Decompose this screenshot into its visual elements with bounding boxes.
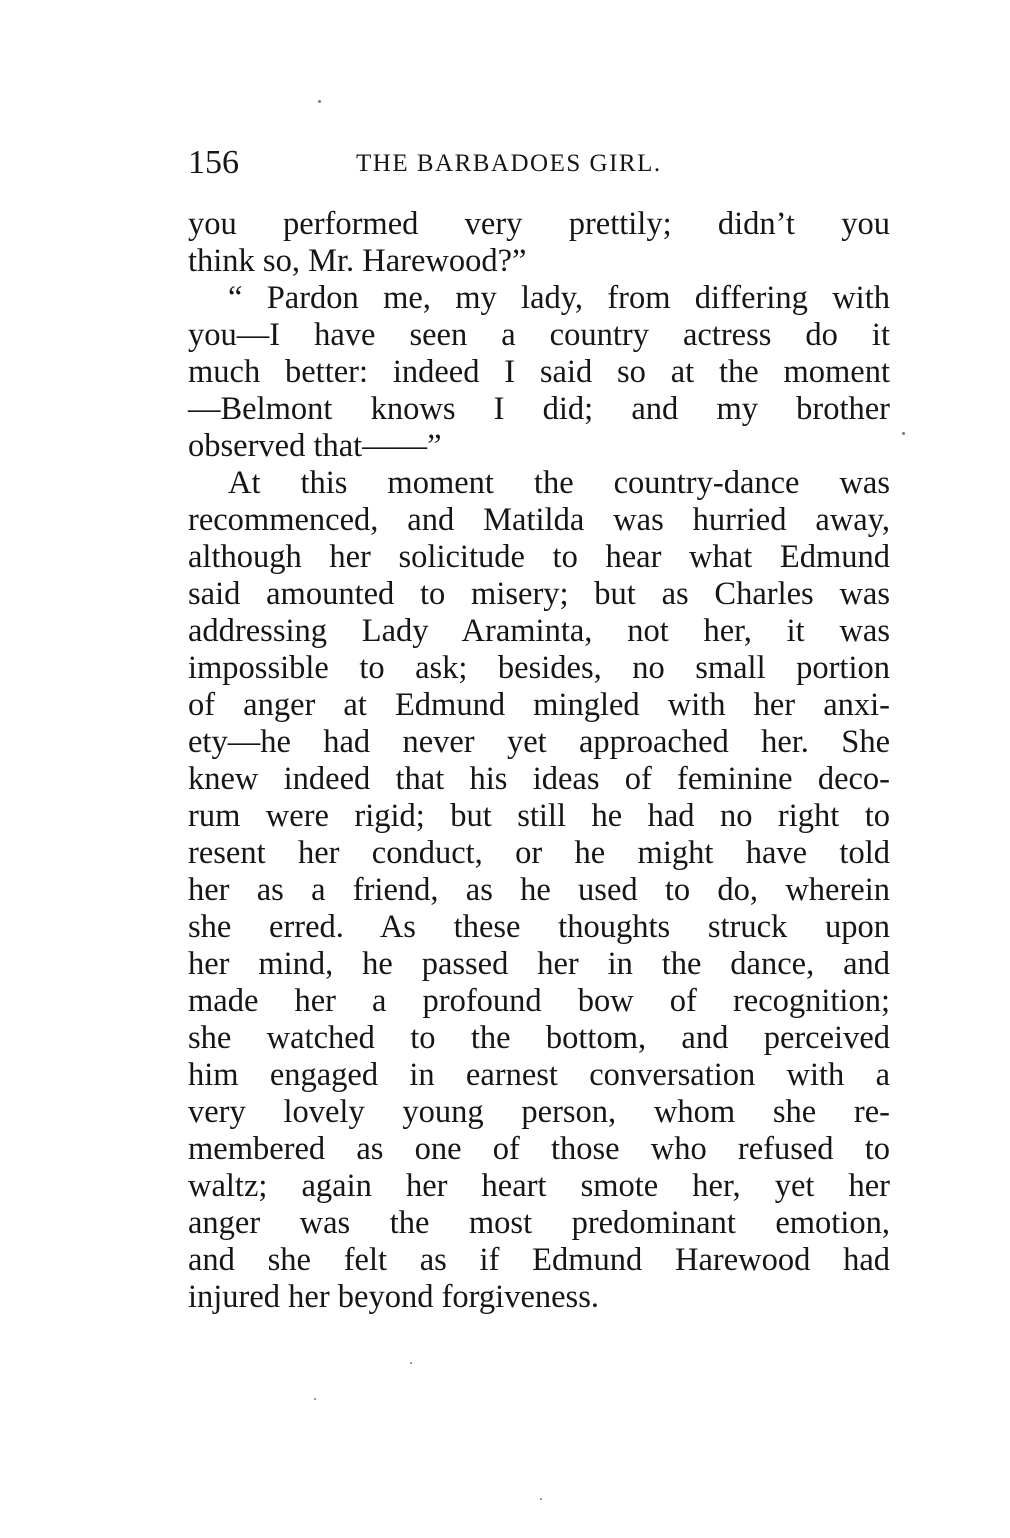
text-line: injured her beyond forgiveness. (188, 1279, 599, 1315)
running-title: THE BARBADOES GIRL. (356, 150, 662, 177)
text-line: ety—he had never yet approached her. She (188, 724, 890, 760)
text-line: observed that——” (188, 428, 442, 464)
text-line: “ Pardon me, my lady, from differing with (228, 280, 890, 316)
text-line: said amounted to misery; but as Charles was (188, 576, 890, 612)
text-line: you—I have seen a country actress do it (188, 317, 890, 353)
scan-speck (318, 100, 321, 103)
text-line: knew indeed that his ideas of feminine deco- (188, 761, 890, 797)
text-line: you performed very prettily; didn’t you (188, 206, 890, 242)
text-line: membered as one of those who refused to (188, 1131, 890, 1167)
text-line: waltz; again her heart smote her, yet her (188, 1168, 890, 1204)
scan-speck (540, 1498, 542, 1500)
text-line: At this moment the country-dance was (228, 465, 890, 501)
text-line: she erred. As these thoughts struck upon (188, 909, 890, 945)
scan-speck (410, 1362, 412, 1364)
text-line: although her solicitude to hear what Edmund (188, 539, 890, 575)
scan-speck (314, 1398, 316, 1400)
text-line: and she felt as if Edmund Harewood had (188, 1242, 890, 1278)
text-line: him engaged in earnest conversation with a (188, 1057, 890, 1093)
text-line: her mind, he passed her in the dance, and (188, 946, 890, 982)
text-line: impossible to ask; besides, no small portion (188, 650, 890, 686)
text-line: of anger at Edmund mingled with her anxi- (188, 687, 890, 723)
text-line: anger was the most predominant emotion, (188, 1205, 890, 1241)
text-line: resent her conduct, or he might have told (188, 835, 890, 871)
text-line: very lovely young person, whom she re- (188, 1094, 890, 1130)
scan-speck (902, 432, 905, 435)
text-line: recommenced, and Matilda was hurried away, (188, 502, 890, 538)
text-line: —Belmont knows I did; and my brother (188, 391, 890, 427)
text-line: made her a profound bow of recognition; (188, 983, 890, 1019)
text-line: addressing Lady Araminta, not her, it was (188, 613, 890, 649)
text-line: rum were rigid; but still he had no right to (188, 798, 890, 834)
text-line: think so, Mr. Harewood?” (188, 243, 527, 279)
page-number: 156 (188, 144, 239, 181)
text-line: she watched to the bottom, and perceived (188, 1020, 890, 1056)
text-line: much better: indeed I said so at the moment (188, 354, 890, 390)
text-line: her as a friend, as he used to do, wherein (188, 872, 890, 908)
page-header (188, 140, 892, 186)
body-text (188, 206, 890, 1316)
